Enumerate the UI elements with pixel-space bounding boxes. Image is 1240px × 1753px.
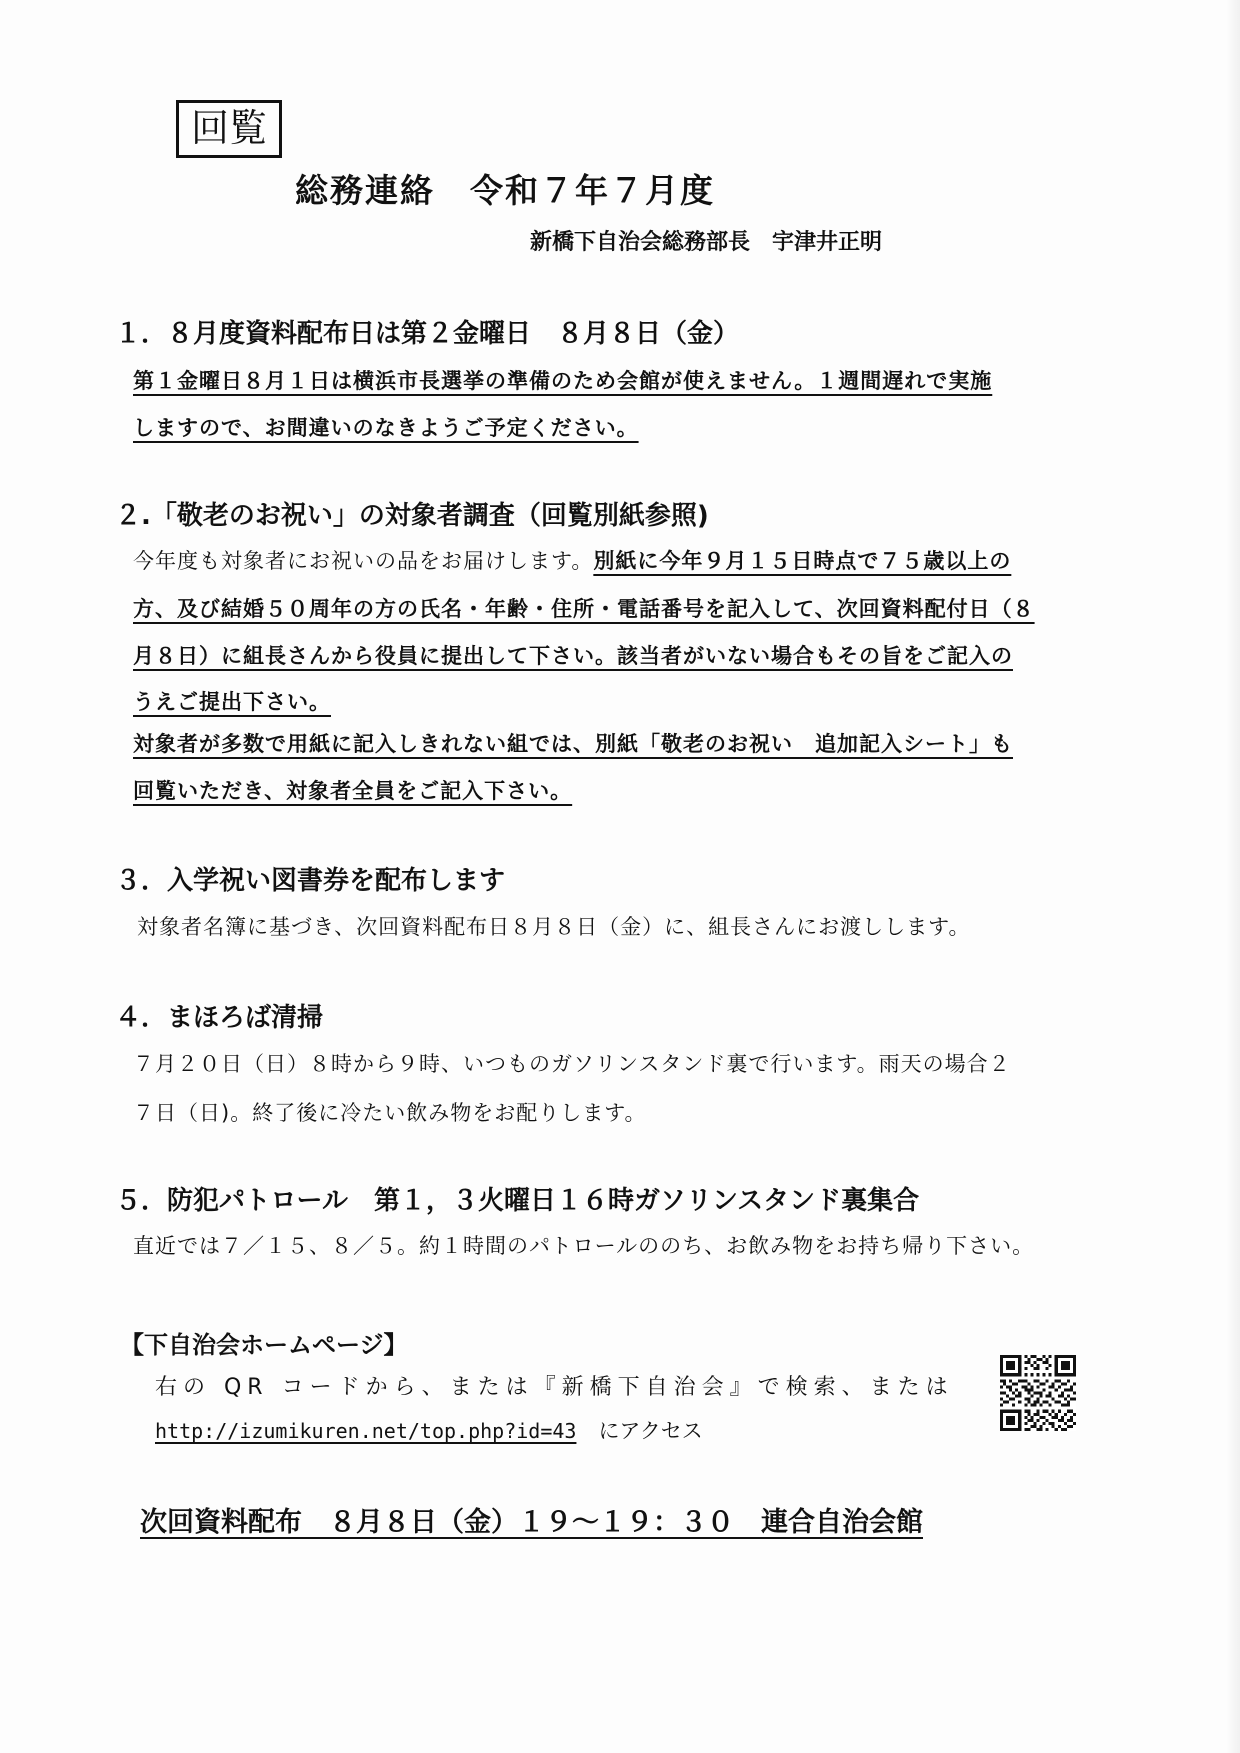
section-1-heading: １．８月度資料配布日は第２金曜日 ８月８日（金）: [115, 319, 740, 349]
section-2-line-1b: 別紙に今年９月１５日時点で７５歳以上の: [593, 549, 1012, 573]
homepage-url-line: [155, 1415, 703, 1445]
section-3-heading: ３．入学祝い図書券を配布します: [115, 866, 506, 896]
section-5-heading: ５．防犯パトロール 第１，３火曜日１６時ガソリンスタンド裏集合: [115, 1186, 920, 1216]
scan-edge-shadow: [1226, 0, 1240, 1753]
section-2-line-1a: 今年度も対象者にお祝いの品をお届けします。: [133, 549, 594, 573]
section-2-line-2: 方、及び結婚５０周年の方の氏名・年齢・住所・電話番号を記入して、次回資料配付日（８: [133, 597, 1035, 621]
next-distribution-notice: 次回資料配布 ８月８日（金）１９～１９：３０ 連合自治会館: [140, 1507, 923, 1538]
section-5-line-1: 直近では７／１５、８／５。約１時間のパトロールののち、お飲み物をお持ち帰り下さい。: [133, 1234, 1035, 1258]
section-2-line-3: 月８日）に組長さんから役員に提出して下さい。該当者がいない場合もその旨をご記入の: [133, 644, 1013, 668]
kairan-stamp-box: 回覧: [176, 100, 282, 158]
access-label: にアクセス: [598, 1419, 703, 1443]
section-1-line-1: 第１金曜日８月１日は横浜市長選挙の準備のため会館が使えません。１週間遅れで実施: [133, 369, 993, 393]
homepage-url-link[interactable]: http://izumikuren.net/top.php?id=43: [155, 1419, 577, 1443]
section-1-line-2: しますので、お間違いのなきようご予定ください。: [133, 416, 639, 440]
section-2-heading: ２.「敬老のお祝い」の対象者調査（回覧別紙参照): [115, 501, 709, 531]
homepage-heading: 【下自治会ホームページ】: [120, 1331, 408, 1359]
page-title: 総務連絡 令和７年７月度: [295, 171, 715, 210]
section-4-heading: ４．まほろば清掃: [115, 1003, 324, 1033]
section-4-line-1: ７月２０日（日）８時から９時、いつものガソリンスタンド裏で行います。雨天の場合２: [133, 1052, 1011, 1076]
qr-code-icon: [1000, 1355, 1076, 1431]
section-3-line-1: 対象者名簿に基づき、次回資料配布日８月８日（金）に、組長さんにお渡しします。: [137, 915, 971, 939]
section-2-line-5: 対象者が多数で用紙に記入しきれない組では、別紙「敬老のお祝い 追加記入シート」も: [133, 732, 1013, 756]
author-line: 新橋下自治会総務部長 宇津井正明: [530, 230, 883, 255]
section-2-line-4: うえご提出下さい。: [133, 690, 331, 714]
section-2-line-1: [133, 545, 1011, 575]
homepage-instructions: 右の QR コードから、または『新橋下自治会』で検索、または: [155, 1375, 954, 1400]
section-2-line-6: 回覧いただき、対象者全員をご記入下さい。: [133, 779, 573, 803]
section-4-line-2: ７日（日)。終了後に冷たい飲み物をお配りします。: [133, 1101, 647, 1125]
